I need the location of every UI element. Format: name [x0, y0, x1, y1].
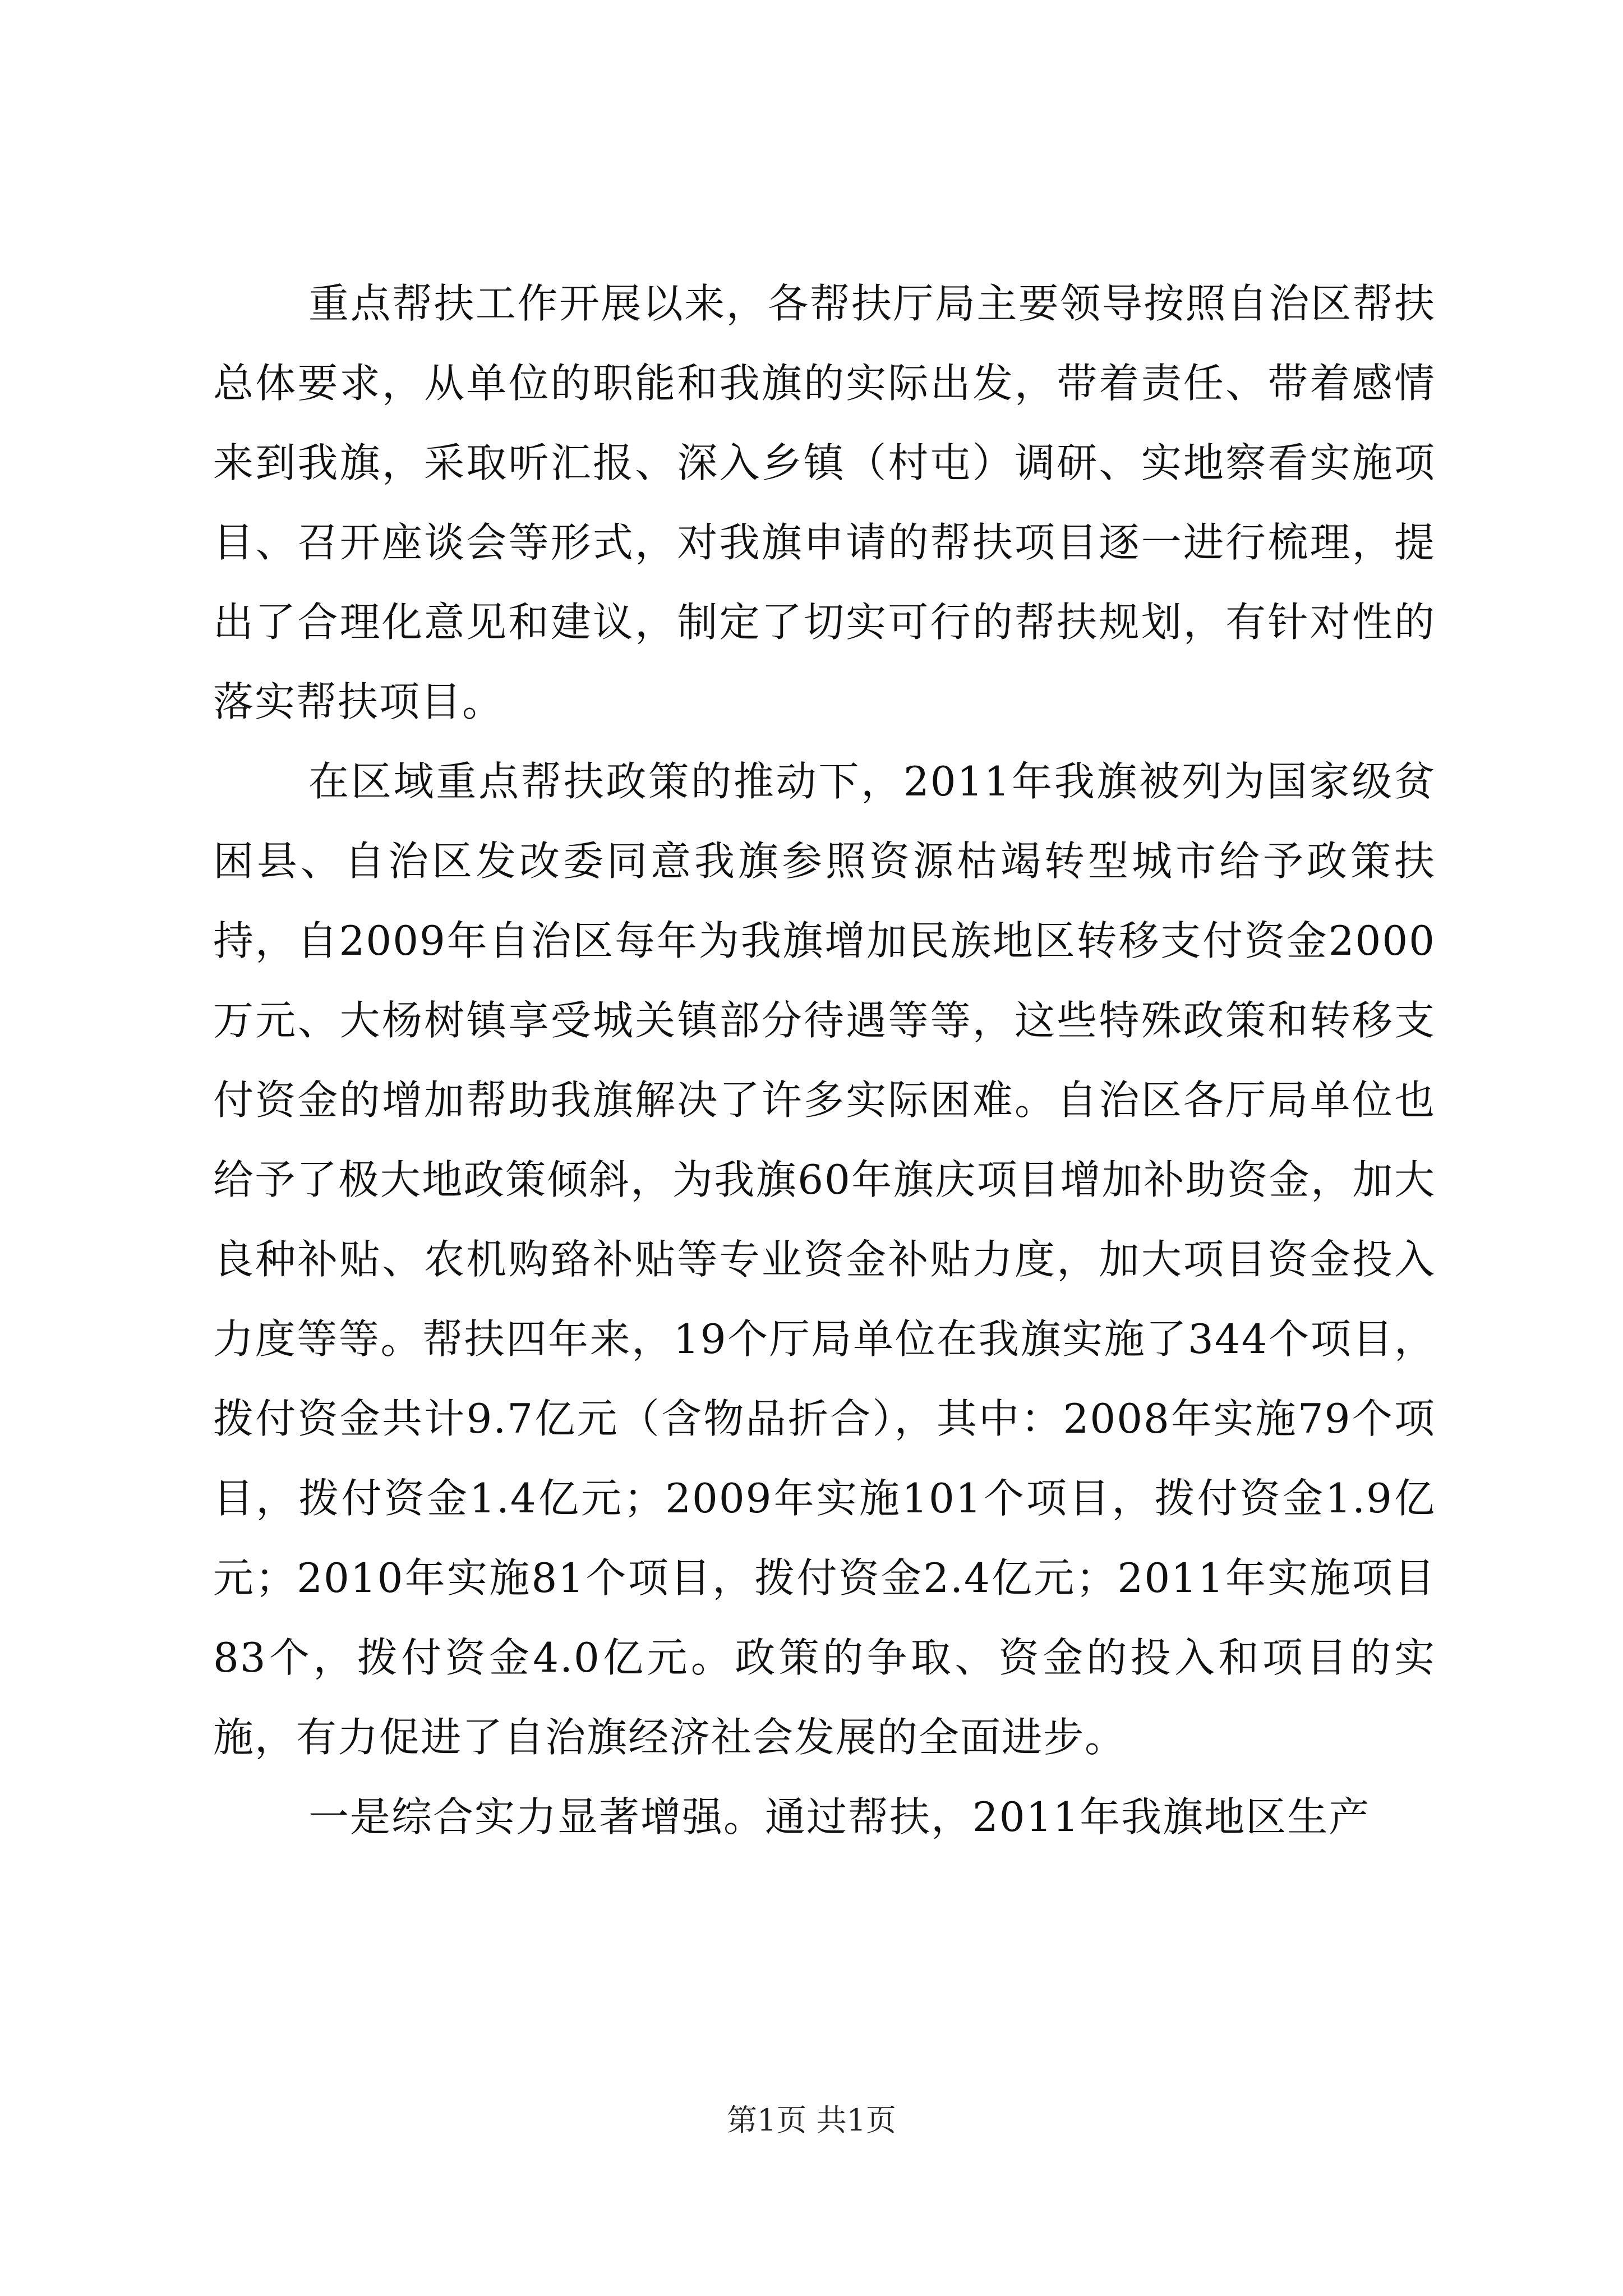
paragraph-support-work: 重点帮扶工作开展以来，各帮扶厅局主要领导按照自治区帮扶总体要求，从单位的职能和我旗的实际出发，带着责任、带着感情来到我旗，采取听汇报、深入乡镇（村屯）调研、实地察看实施项目、召开座谈会等形式，对我旗申请的帮扶项目逐一进行梳理，提出了合理化意见和建议，制定了切实可行的帮扶规划，有针对性的落实帮扶项目。	[213, 280, 1436, 725]
paragraph-policy-funding: 在区域重点帮扶政策的推动下，2011年我旗被列为国家级贫困县、自治区发改委同意我旗参照资源枯竭转型城市给予政策扶持，自2009年自治区每年为我旗增加民族地区转移支付资金2000万元、大杨树镇享受城关镇部分待遇等等，这些特殊政策和转移支付资金的增加帮助我旗解决了许多实际困难。自治区各厅局单位也给予了极大地政策倾斜，为我旗60年旗庆项目增加补助资金，加大良种补贴、农机购臵补贴等专业资金补贴力度，加大项目资金投入力度等等。帮扶四年来，19个厅局单位在我旗实施了344个项目，拨付资金共计9.7亿元（含物品折合），其中：2008年实施79个项目，拨付资金1.4亿元；2009年实施101个项目，拨付资金1.9亿元；2010年实施81个项目，拨付资金2.4亿元；2011年实施项目83个，拨付资金4.0亿元。政策的争取、资金的投入和项目的实施，有力促进了自治旗经济社会发展的全面进步。	[213, 758, 1436, 1761]
document-body	[213, 264, 1436, 1857]
page-footer: 第1页 共1页	[727, 2102, 896, 2138]
paragraph-strength: 一是综合实力显著增强。通过帮扶，2011年我旗地区生产	[308, 1793, 1371, 1841]
